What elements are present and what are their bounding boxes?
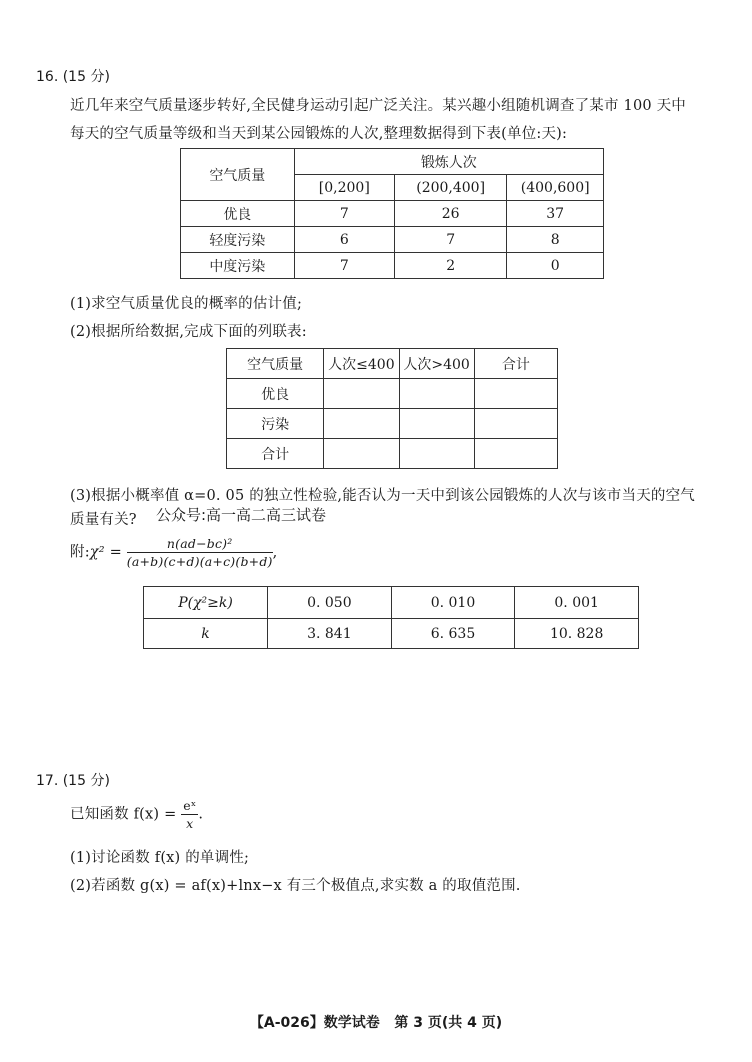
- q17-fraction: [181, 798, 198, 831]
- table-row: [227, 379, 558, 409]
- table-row: [144, 587, 639, 619]
- table2-header: 合计: [474, 349, 557, 379]
- table1-col-header: [0,200]: [294, 175, 394, 201]
- table2-header: 人次>400: [399, 349, 474, 379]
- table1-cell: 7: [394, 227, 506, 253]
- table-row: [227, 439, 558, 469]
- table2-blank-cell: [399, 409, 474, 439]
- table1-row-header: 空气质量: [181, 149, 295, 201]
- q16-part3-line2: 质量有关?: [70, 512, 137, 528]
- watermark-text: 公众号:高一高二高三试卷: [156, 506, 327, 524]
- table3-row-label: k: [144, 619, 268, 649]
- table2-blank-cell: [399, 379, 474, 409]
- table2-blank-cell: [324, 439, 399, 469]
- table1-cell: 6: [294, 227, 394, 253]
- table-row: [144, 619, 639, 649]
- table2-row-label: 优良: [227, 379, 324, 409]
- table1-cell: 2: [394, 253, 506, 279]
- table3-cell: 10. 828: [515, 619, 639, 649]
- q16-intro-line2: 每天的空气质量等级和当天到某公园锻炼的人次,整理数据得到下表(单位:天):: [70, 126, 568, 142]
- q17-given-tail: .: [198, 806, 204, 823]
- q17-fraction-denominator: x: [186, 816, 194, 831]
- table2-blank-cell: [474, 409, 557, 439]
- table2-row-label: 污染: [227, 409, 324, 439]
- table3-cell: 0. 050: [268, 587, 392, 619]
- q17-fraction-numerator: eˣ: [183, 798, 197, 813]
- q16-appendix-formula: [70, 536, 277, 569]
- table-row: [181, 253, 604, 279]
- table1-cell: 7: [294, 201, 394, 227]
- table2-header: 人次≤400: [324, 349, 399, 379]
- chi-square-fraction: [127, 536, 273, 569]
- q16-intro-line1: 近几年来空气质量逐步转好,全民健身运动引起广泛关注。某兴趣小组随机调查了某市 100 天中: [70, 98, 686, 114]
- page-footer: 【A-026】数学试卷 第 3 页(共 4 页): [249, 1015, 503, 1031]
- formula-tail: ,: [272, 544, 278, 561]
- formula-numerator: n(ad−bc)²: [127, 536, 273, 553]
- appendix-prefix: 附:: [70, 544, 90, 561]
- formula-denominator: (a+b)(c+d)(a+c)(b+d): [126, 554, 273, 569]
- q16-critical-value-table: [143, 586, 639, 649]
- table1-cell: 37: [507, 201, 604, 227]
- table-row: [227, 409, 558, 439]
- table1-cell: 0: [507, 253, 604, 279]
- table3-cell: 0. 001: [515, 587, 639, 619]
- table3-cell: 3. 841: [268, 619, 392, 649]
- q17-number: 17. (15 分): [36, 773, 110, 789]
- table-row: [181, 227, 604, 253]
- formula-lhs: χ² =: [89, 544, 122, 561]
- table1-group-header: 锻炼人次: [294, 149, 603, 175]
- table3-cell: 6. 635: [391, 619, 515, 649]
- q17-given: [70, 798, 203, 831]
- table-row: [181, 201, 604, 227]
- table2-header: 空气质量: [227, 349, 324, 379]
- table1-row-label: 中度污染: [181, 253, 295, 279]
- table1-col-header: (200,400]: [394, 175, 506, 201]
- table2-blank-cell: [474, 379, 557, 409]
- table2-row-label: 合计: [227, 439, 324, 469]
- table1-row-label: 轻度污染: [181, 227, 295, 253]
- q16-part1: (1)求空气质量优良的概率的估计值;: [70, 296, 303, 312]
- table2-blank-cell: [324, 409, 399, 439]
- table3-cell: 0. 010: [391, 587, 515, 619]
- table1-cell: 26: [394, 201, 506, 227]
- table1-cell: 8: [507, 227, 604, 253]
- q16-data-table: [180, 148, 604, 279]
- table2-blank-cell: [324, 379, 399, 409]
- table3-row-label: P(χ²≥k): [144, 587, 268, 619]
- q17-part1: (1)讨论函数 f(x) 的单调性;: [70, 850, 250, 866]
- table1-row-label: 优良: [181, 201, 295, 227]
- q16-number: 16. (15 分): [36, 69, 110, 85]
- q16-part3-line1: (3)根据小概率值 α=0. 05 的独立性检验,能否认为一天中到该公园锻炼的人次与该市当天的空气: [70, 488, 695, 504]
- table1-cell: 7: [294, 253, 394, 279]
- table1-col-header: (400,600]: [507, 175, 604, 201]
- q16-part2: (2)根据所给数据,完成下面的列联表:: [70, 324, 307, 340]
- q17-given-prefix: 已知函数 f(x) =: [70, 806, 177, 823]
- table2-blank-cell: [399, 439, 474, 469]
- q16-contingency-table: [226, 348, 558, 469]
- q17-part2: (2)若函数 g(x) = af(x)+lnx−x 有三个极值点,求实数 a 的取值范围.: [70, 878, 521, 894]
- table2-blank-cell: [474, 439, 557, 469]
